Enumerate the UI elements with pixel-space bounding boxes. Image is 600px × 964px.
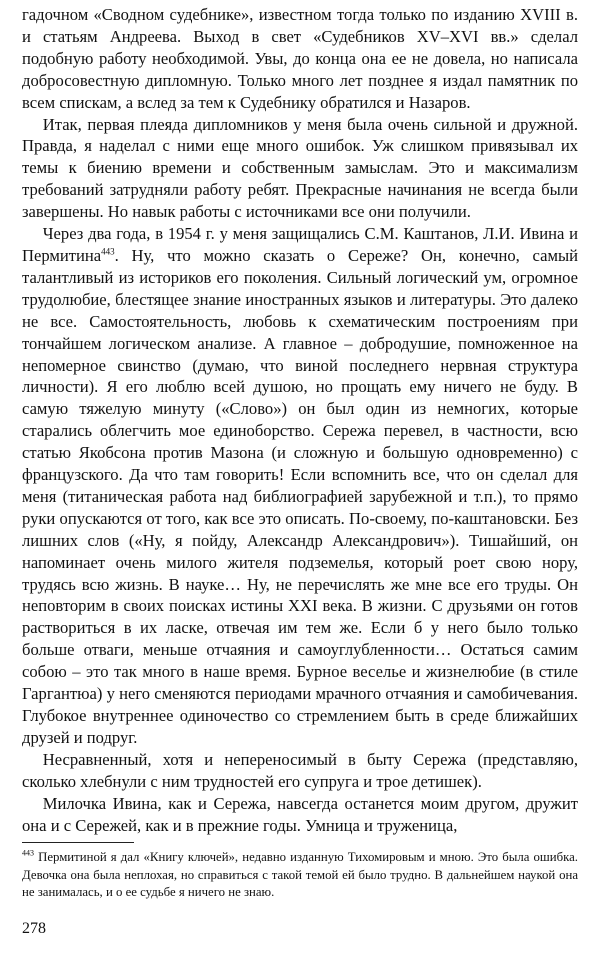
paragraph-1: гадочном «Сводном судебнике», известном тогда только по изданию XVIII в. и статьям Андреева. Выход в свет «Судебников XV–XVI вв.» сделал подобную работу необходимой. Увы, до конца она ее не довела, но написала добросовестную дипломную. Только много лет позднее я издал памятник по всем спискам, а вслед за тем к Судебнику обратился и Назаров. [22, 5, 578, 112]
page-number: 278 [22, 920, 46, 937]
paragraph-5: Милочка Ивина, как и Сережа, навсегда останется моим другом, дружит она и с Сережей, как и в прежние годы. Умница и труженица, [22, 793, 578, 835]
footnote-text: Пермитиной я дал «Книгу ключей», недавно изданную Тихомировым и мною. Это была ошибка. Девочка она была неплохая, но справиться с такой темой ей было трудно. В дальнейшем наукой она не занималась, и о ее судьбе я ничего не знаю. [22, 850, 578, 899]
footnote-divider [22, 842, 134, 843]
footnote-reference[interactable]: 443 [101, 246, 115, 257]
paragraph-3 [22, 223, 578, 749]
footnote-number: 443 [22, 849, 34, 859]
paragraph-3-rest: . Ну, что можно сказать о Сереже? Он, конечно, самый талантливый из историков его поколения. Сильный логический ум, огромное трудолюбие, блестящее знание иностранных языков и литературы. Это далеко не все. Самостоятельность, любовь к схематическим построениям при тончайшем логическом анализе. А главное – добродушие, помноженное на непомерное свинство (думаю, что виной последнего нервная структура личности). Я его люблю всей душою, но прощать ему ничего не буду. В самую тяжелую минуту («Слово») он был один из немногих, которые старались облегчить мое единоборство. Сережа перевел, в частности, всю статью Якобсона против Мазона (и сложную и большую одновременно) с французского. Да что там говорить! Если вспомнить все, что он сделал для меня (титаническая работа над библиографией зарубежной и т.п.), то прямо руки опускаются от того, как все это описать. По-своему, по-каштановски. Без лишних слов («Ну, я пойду, Александр Александрович»). Тишайший, он напоминает очень милого жителя подземелья, который роет свою нору, трудясь всю жизнь. В науке… Ну, не перечислять же мне все его труды. Он неповторим в своих поисках истины XXI века. В жизни. С друзьями он готов раствориться в их ласке, отвечая им тем же. Если б у него было только больше отваги, меньше отчаяния и самоуглубленности… Остаться самим собою – это так много в наше время. Бурное веселье и жизнелюбие (в стиле Гаргантюа) у него сменяются периодами мрачного отчаяния и самобичевания. Глубокое внутреннее одиночество со стремлением быть в среде ближайших друзей и подруг. [22, 245, 578, 747]
paragraph-2: Итак, первая плеяда дипломников у меня была очень сильной и дружной. Правда, я наделал с ними еще много ошибок. Уж слишком привязывал их темы к биению времени и собственным замыслам. Это и максимализм требований затрудняли работу ребят. Прекрасные начинания не всегда были завершены. Но навык работы с источниками все они получили. [22, 114, 578, 222]
paragraph-4: Несравненный, хотя и непереносимый в быту Сережа (представляю, сколько хлебнули с ним трудностей его супруга и трое детишек). [22, 749, 578, 791]
footnote [22, 849, 578, 901]
paragraph-3-start: Через два года, в 1954 г. у меня защищались С.М. Каштанов, Л.И. Ивина и Пермитина [22, 224, 578, 265]
